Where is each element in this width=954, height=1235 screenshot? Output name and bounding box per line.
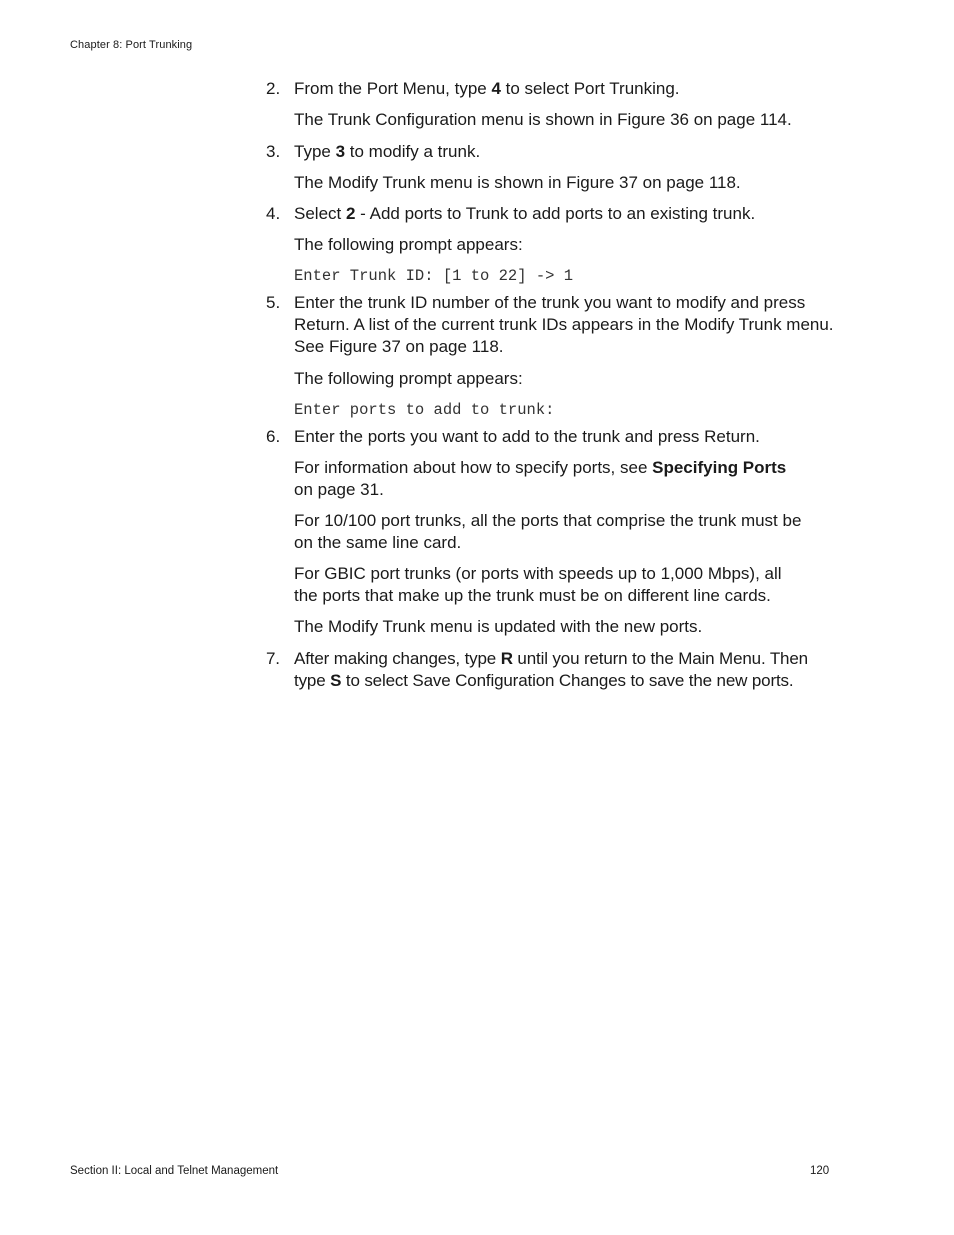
step-note: The Modify Trunk menu is updated with the new ports. [294, 617, 703, 636]
step-text [294, 648, 836, 692]
step-text-part: to select Port Trunking. [500, 79, 680, 98]
step-text [294, 203, 836, 225]
step-4 [266, 203, 836, 225]
note-text-part: on page 31. [294, 480, 384, 499]
key-label: 4 [491, 79, 501, 98]
prompt-code: Enter ports to add to trunk: [294, 401, 555, 419]
step-note: The Trunk Configuration menu is shown in Figure 36 on page 114. [294, 110, 792, 129]
step-text: Enter the trunk ID number of the trunk you want to modify and press Return. A list of the current trunk IDs appears in the Modify Trunk menu. See Figure 37 on page 118. [294, 293, 834, 356]
step-text-part: Type [294, 142, 336, 161]
step-text-part: After making changes, type [294, 649, 501, 668]
key-label: S [330, 671, 342, 690]
step-number: 3. [266, 142, 281, 161]
step-text [294, 78, 836, 100]
step-6 [266, 426, 836, 448]
step-3 [266, 141, 836, 163]
step-5 [266, 292, 836, 358]
cross-reference: Specifying Ports [652, 458, 787, 477]
step-note: For 10/100 port trunks, all the ports that comprise the trunk must be on the same line card. [294, 511, 802, 552]
step-number: 2. [266, 79, 281, 98]
key-label: 3 [335, 142, 346, 161]
step-text-part: to select Save Configuration Changes to save the new ports. [341, 671, 794, 690]
step-note: The following prompt appears: [294, 369, 523, 388]
step-note: For GBIC port trunks (or ports with speeds up to 1,000 Mbps), all the ports that make up the trunk must be on different line cards. [294, 564, 782, 605]
step-text [294, 141, 836, 163]
step-note [294, 457, 804, 501]
step-text-part: Select [294, 204, 346, 223]
page-body [266, 78, 836, 692]
page-number: 120 [810, 1165, 830, 1177]
step-text-part: until you return to the Main Menu. Then type [294, 649, 808, 690]
step-text-part: From the Port Menu, type [294, 79, 492, 98]
key-label: 2 [345, 204, 356, 223]
step-7 [266, 648, 836, 692]
step-number: 5. [266, 293, 281, 312]
step-number: 6. [266, 427, 281, 446]
step-number: 4. [266, 204, 281, 223]
step-2 [266, 78, 836, 100]
step-text-part: - Add ports to Trunk to add ports to an existing trunk. [355, 204, 756, 223]
step-text-part: to modify a trunk. [345, 142, 481, 161]
step-number: 7. [266, 649, 280, 668]
step-note: The following prompt appears: [294, 235, 523, 254]
chapter-header: Chapter 8: Port Trunking [70, 39, 193, 51]
step-text: Enter the ports you want to add to the trunk and press Return. [294, 427, 760, 446]
note-text-part: For information about how to specify ports, see [294, 458, 653, 477]
footer-section: Section II: Local and Telnet Management [70, 1165, 279, 1177]
key-label: R [500, 649, 513, 668]
prompt-code: Enter Trunk ID: [1 to 22] -> 1 [294, 267, 574, 285]
step-note: The Modify Trunk menu is shown in Figure 37 on page 118. [294, 173, 741, 192]
